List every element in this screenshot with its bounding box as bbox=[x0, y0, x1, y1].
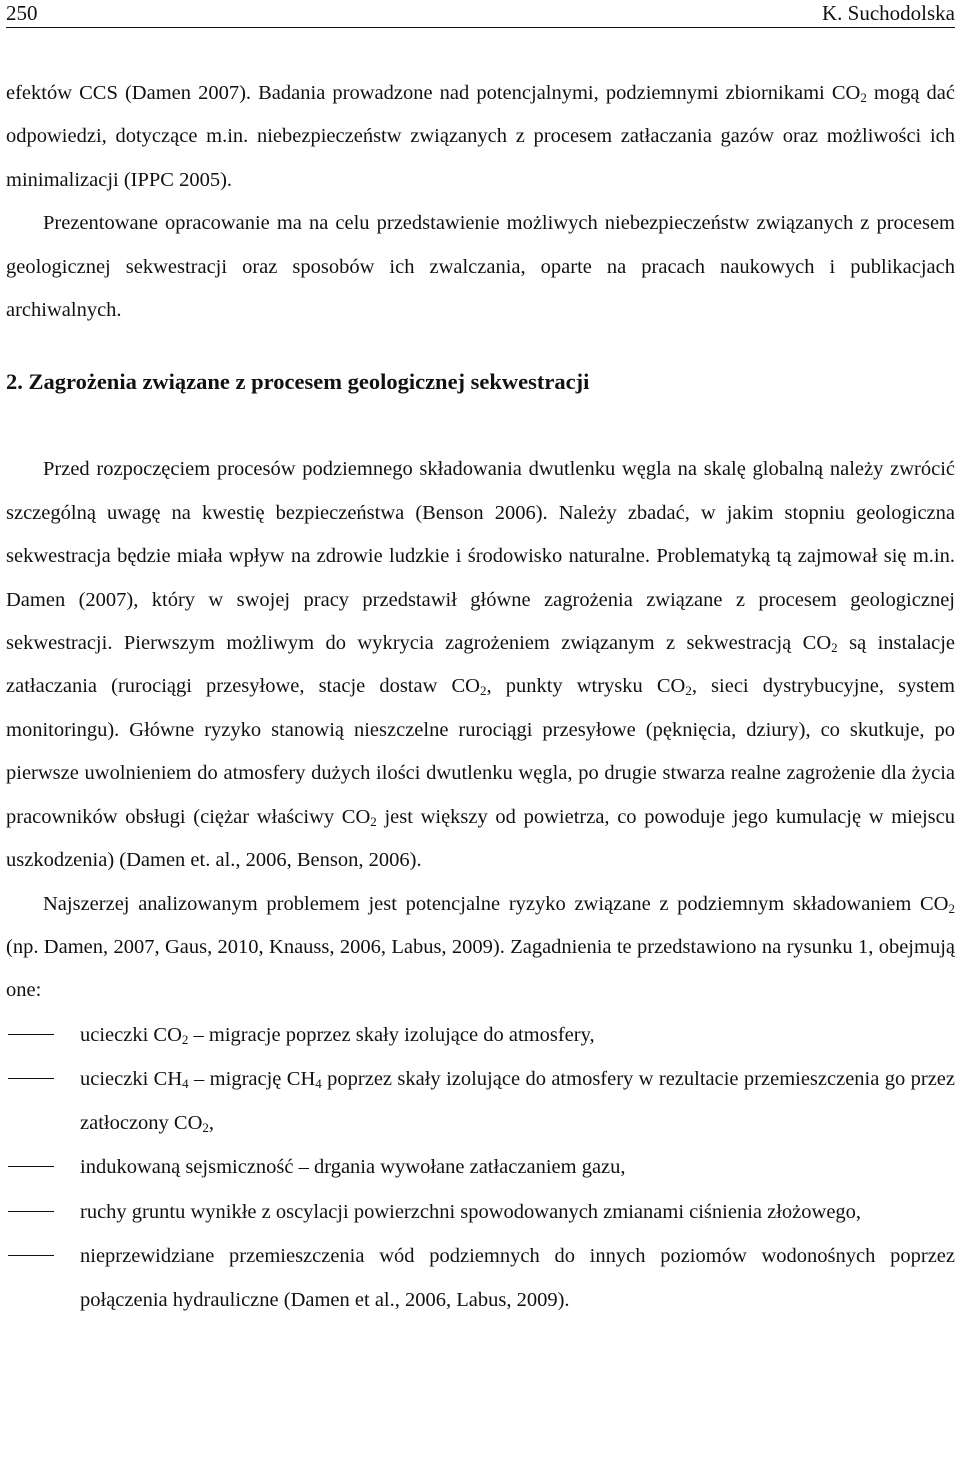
dash-bullet bbox=[8, 1078, 54, 1079]
risk-list bbox=[6, 1013, 955, 1322]
dash-bullet bbox=[8, 1211, 54, 1212]
section-heading: 2. Zagrożenia związane z procesem geologicznej sekwestracji bbox=[6, 369, 590, 395]
running-author: K. Suchodolska bbox=[822, 1, 955, 25]
dash-bullet bbox=[8, 1034, 54, 1035]
list-item: ucieczki $CH_4$ – migrację $CH_4$ poprzez skały izolujące do atmosfery w rezultacie przemieszczenia go przez zatłoczony $CO_2$, bbox=[6, 1057, 955, 1145]
paragraph-threats: Przed rozpoczęciem procesów podziemnego składowania dwutlenku węgla na skalę globalną należy zwrócić szczególną uwagę na kwestię bezpieczeństwa (Benson 2006). Należy zbadać, w jakim stopniu geologiczna sekwestracja będzie miała wpływ na zdrowie ludzkie i środowisko naturalne. Problematyką tą zajmował się m.in. Damen (2007), który w swojej pracy przedstawił główne zagrożenia związane z procesem geologicznej sekwestracji. Pierwszym możliwym do wykrycia zagrożeniem związanym z sekwestracją $CO_2$ są instalacje zatłaczania (rurociągi przesyłowe, stacje dostaw $CO_2$, punkty wtrysku $CO_2$, sieci dystrybucyjne, system monitoringu). Główne ryzyko stanowią nieszczelne rurociągi przesyłowe (pęknięcia, dziury), co skutkuje, po pierwsze uwolnieniem do atmosfery dużych ilości dwutlenku węgla, po drugie stwarza realne zagrożenie dla życia pracowników obsługi (ciężar właściwy $CO_2$ jest większy od powietrza, co powoduje jego kumulację w miejscu uszkodzenia) (Damen et. al., 2006, Benson, 2006). bbox=[6, 458, 956, 872]
paragraph-aim: Prezentowane opracowanie ma na celu przedstawienie możliwych niebezpieczeństw związanych z procesem geologicznej sekwestracji oraz sposobów ich zwalczania, oparte na pracach naukowych i publikacjach archiwalnych. bbox=[6, 212, 955, 322]
dash-bullet bbox=[8, 1166, 54, 1167]
list-item: nieprzewidziane przemieszczenia wód podziemnych do innych poziomów wodonośnych poprzez połączenia hydrauliczne (Damen et al., 2006, Labus, 2009). bbox=[6, 1234, 955, 1322]
list-item: ucieczki $CO_2$ – migracje poprzez skały izolujące do atmosfery, bbox=[6, 1013, 955, 1057]
paragraph-storage-risk: Najszerzej analizowanym problemem jest potencjalne ryzyko związane z podziemnym składowaniem $CO_2$ (np. Damen, 2007, Gaus, 2010, Knauss, 2006, Labus, 2009). Zagadnienia te przedstawiono na rysunku 1, obejmują one: bbox=[6, 892, 955, 1002]
page-number: 250 bbox=[6, 1, 38, 25]
dash-bullet bbox=[8, 1255, 54, 1256]
page-header bbox=[6, 0, 955, 28]
list-item: ruchy gruntu wynikłe z oscylacji powierzchni spowodowanych zmianami ciśnienia złożowego, bbox=[6, 1190, 955, 1234]
list-item: indukowaną sejsmiczność – drgania wywołane zatłaczaniem gazu, bbox=[6, 1145, 955, 1189]
paragraph-intro-continued: efektów CCS (Damen 2007). Badania prowadzone nad potencjalnymi, podziemnymi zbiornikami $CO_2$ mogą dać odpowiedzi, dotyczące m.in. niebezpieczeństw związanych z procesem zatłaczania gazów oraz możliwości ich minimalizacji (IPPC 2005). bbox=[6, 82, 955, 191]
